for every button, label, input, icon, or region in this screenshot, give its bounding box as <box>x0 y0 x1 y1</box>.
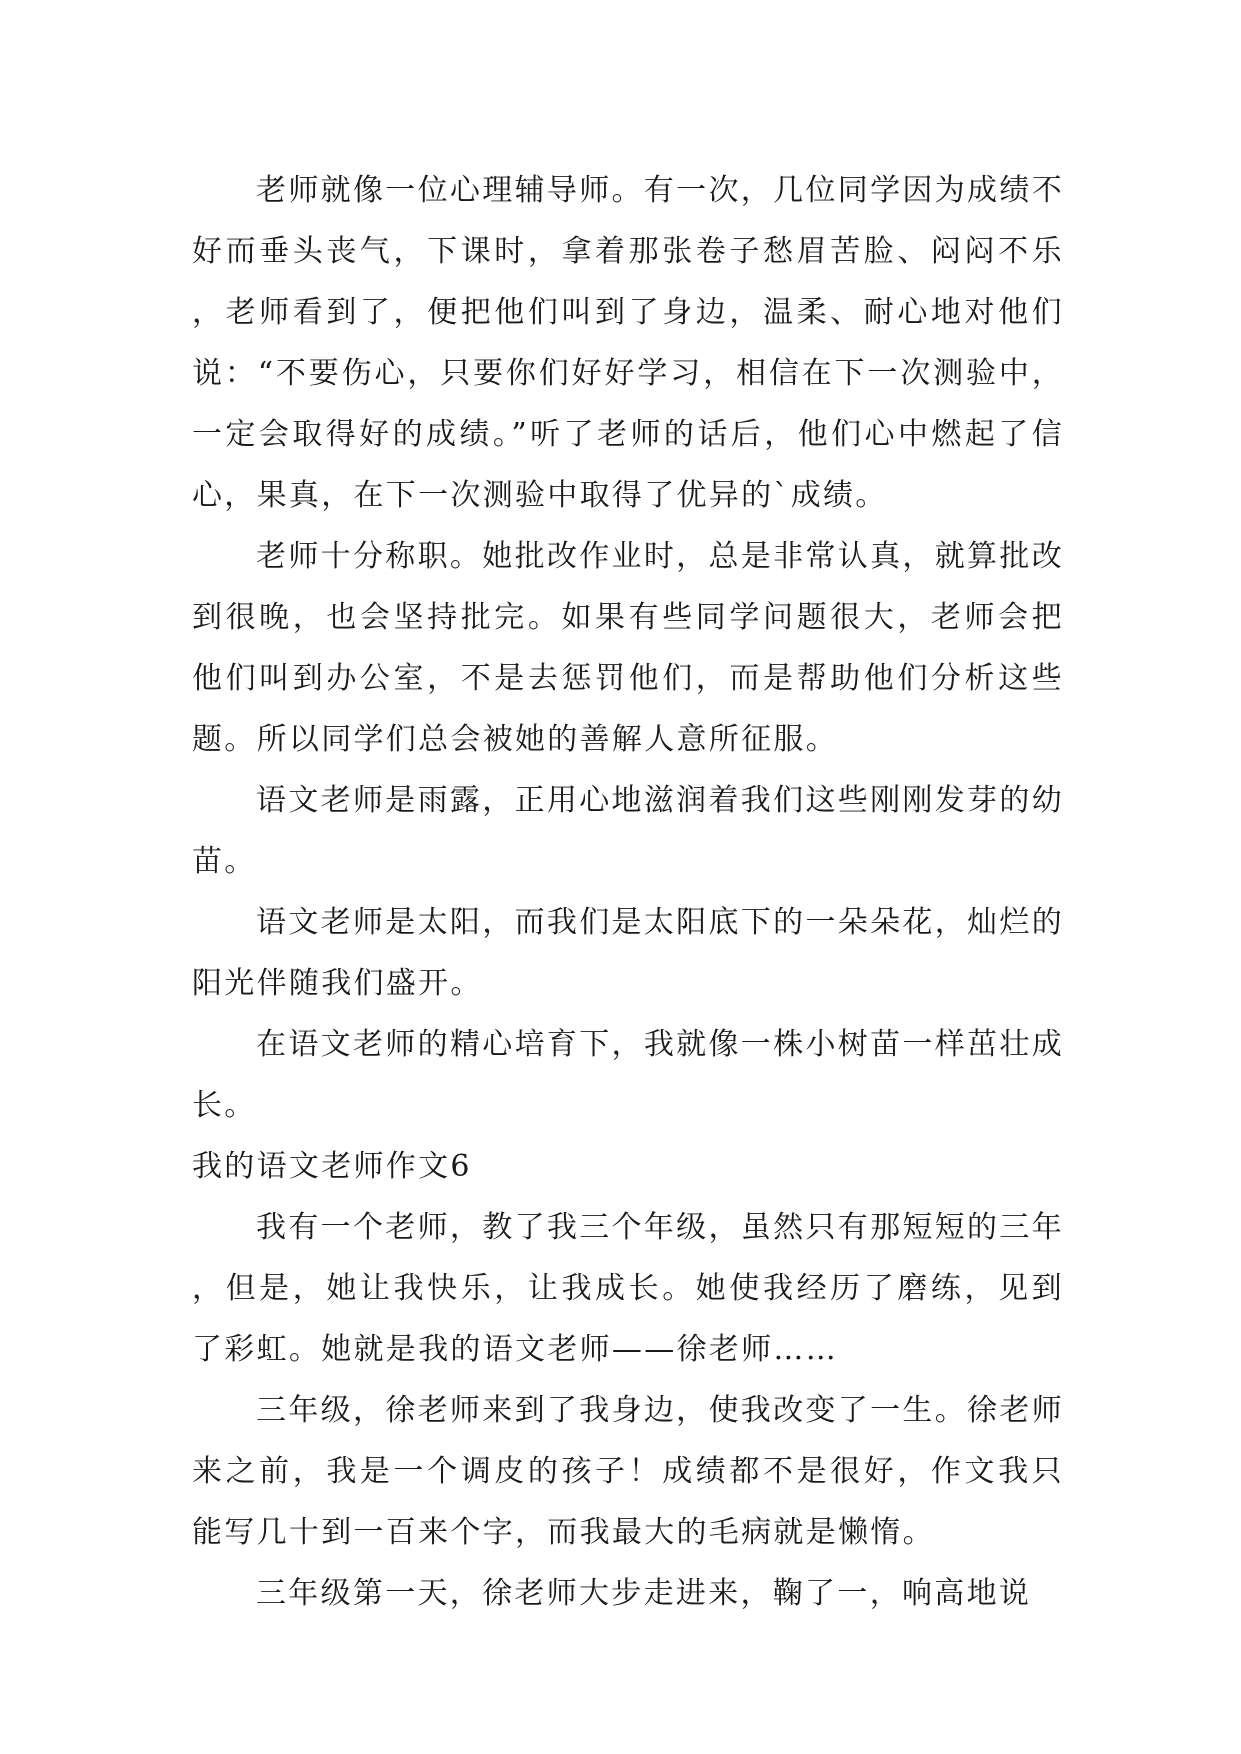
document-body <box>192 160 1064 1624</box>
paragraph-competent: 老师十分称职。她批改作业时，总是非常认真，就算批改到很晚，也会坚持批完。如果有些同学问题很大，老师会把他们叫到办公室，不是去惩罚他们，而是帮助他们分析这些题。所以同学们总会被她的善解人意所征服。 <box>192 539 1064 757</box>
paragraph-sun: 语文老师是太阳，而我们是太阳底下的一朵朵花，灿烂的阳光伴随我们盛开。 <box>192 905 1064 1001</box>
paragraph-third-grade: 三年级，徐老师来到了我身边，使我改变了一生。徐老师来之前，我是一个调皮的孩子！成绩都不是很好，作文我只能写几十到一百来个字，而我最大的毛病就是懒惰。 <box>192 1393 1064 1550</box>
section-heading: 我的语文老师作文6 <box>192 1149 472 1184</box>
paragraph-three-years: 我有一个老师，教了我三个年级，虽然只有那短短的三年，但是，她让我快乐，让我成长。她使我经历了磨练，见到了彩虹。她就是我的语文老师——徐老师…… <box>192 1210 1064 1367</box>
paragraph-rain-dew: 语文老师是雨露，正用心地滋润着我们这些刚刚发芽的幼苗。 <box>192 783 1064 879</box>
paragraph-sapling: 在语文老师的精心培育下，我就像一株小树苗一样茁壮成长。 <box>192 1027 1064 1123</box>
paragraph-first-day: 三年级第一天，徐老师大步走进来，鞠了一，响高地说 <box>256 1576 1032 1611</box>
paragraph-counselor: 老师就像一位心理辅导师。有一次，几位同学因为成绩不好而垂头丧气，下课时，拿着那张卷子愁眉苦脸、闷闷不乐，老师看到了，便把他们叫到了身边，温柔、耐心地对他们说：“不要伤心，只要你们好好学习，相信在下一次测验中，一定会取得好的成绩。”听了老师的话后，他们心中燃起了信心，果真，在下一次测验中取得了优异的`成绩。 <box>192 173 1064 513</box>
